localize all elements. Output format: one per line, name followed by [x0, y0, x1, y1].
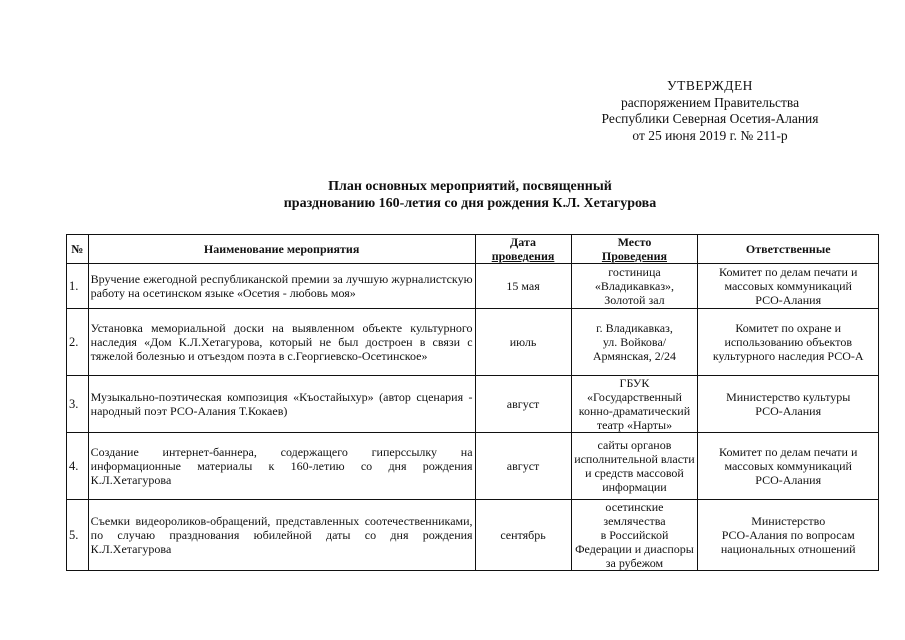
- header-date: [475, 235, 571, 264]
- event-name: Создание интернет-баннера, содержащего гиперссылку на информационные материалы к 160-летию со дня рождения К.Л.Хетагурова: [88, 433, 475, 500]
- row-number: 3.: [67, 376, 89, 433]
- event-date: август: [475, 433, 571, 500]
- event-place: г. Владикавказ, ул. Войкова/ Армянская, 2/24: [571, 309, 698, 376]
- event-responsible: Комитет по охране и использованию объектов культурного наследия РСО-А: [698, 309, 879, 376]
- table-row: [67, 309, 879, 376]
- approval-stamp: УТВЕРЖДЕН: [667, 78, 753, 93]
- row-number: 2.: [67, 309, 89, 376]
- event-place: гостиница «Владикавказ», Золотой зал: [571, 264, 698, 309]
- table-row: [67, 433, 879, 500]
- title-line-2: празднованию 160-летия со дня рождения К.Л. Хетагурова: [283, 196, 657, 211]
- approval-line-1: распоряжением Правительства: [620, 94, 800, 110]
- event-date: август: [475, 376, 571, 433]
- header-place-underlined: Проведения: [601, 249, 667, 263]
- event-date: 15 мая: [475, 264, 571, 309]
- header-name: Наименование мероприятия: [88, 235, 475, 264]
- event-date: сентябрь: [475, 500, 571, 571]
- event-place: ГБУК «Государственный конно-драматический театр «Нарты»: [571, 376, 698, 433]
- event-name: Установка мемориальной доски на выявленном объекте культурного наследия «Дом К.Л.Хетагурова, который не был достроен в связи с тяжелой болезнью и отъездом поэта в с.Георгиевско-Осетинское»: [88, 309, 475, 376]
- table-row: [67, 500, 879, 571]
- header-place: [571, 235, 698, 264]
- header-date-underlined: проведения: [491, 249, 555, 263]
- row-number: 5.: [67, 500, 89, 571]
- event-responsible: Комитет по делам печати и массовых коммуникаций РСО-Алания: [698, 433, 879, 500]
- approval-line-3: от 25 июня 2019 г. № 211-р: [632, 127, 788, 143]
- approval-block: [560, 78, 860, 144]
- row-number: 1.: [67, 264, 89, 309]
- header-date-line-2: [478, 249, 569, 263]
- table-row: [67, 264, 879, 309]
- header-place-line-1: Место: [617, 235, 652, 249]
- event-place: осетинские землячества в Российской Федерации и диаспоры за рубежом: [571, 500, 698, 571]
- event-name: Съемки видеороликов-обращений, представленных соотечественниками, по случаю празднования юбилейной даты со дня рождения К.Л.Хетагурова: [88, 500, 475, 571]
- table-header-row: [67, 235, 879, 264]
- title-line-1: План основных мероприятий, посвященный: [328, 179, 612, 194]
- header-place-line-2: [574, 249, 696, 263]
- header-responsible: Ответственные: [698, 235, 879, 264]
- event-responsible: Министерство РСО-Алания по вопросам национальных отношений: [698, 500, 879, 571]
- event-date: июль: [475, 309, 571, 376]
- event-place: сайты органов исполнительной власти и средств массовой информации: [571, 433, 698, 500]
- document-title: [200, 178, 740, 212]
- table-row: [67, 376, 879, 433]
- header-date-line-1: Дата: [510, 235, 537, 249]
- events-table: [66, 234, 879, 571]
- event-name: Вручение ежегодной республиканской премии за лучшую журналистскую работу на осетинском языке «Осетия - любовь моя»: [88, 264, 475, 309]
- event-name: Музыкально-поэтическая композиция «Къостайыхур» (автор сценария - народный поэт РСО-Алания Т.Кокаев): [88, 376, 475, 433]
- row-number: 4.: [67, 433, 89, 500]
- approval-line-2: Республики Северная Осетия-Алания: [601, 111, 819, 126]
- header-num: №: [67, 235, 89, 264]
- event-responsible: Комитет по делам печати и массовых коммуникаций РСО-Алания: [698, 264, 879, 309]
- event-responsible: Министерство культуры РСО-Алания: [698, 376, 879, 433]
